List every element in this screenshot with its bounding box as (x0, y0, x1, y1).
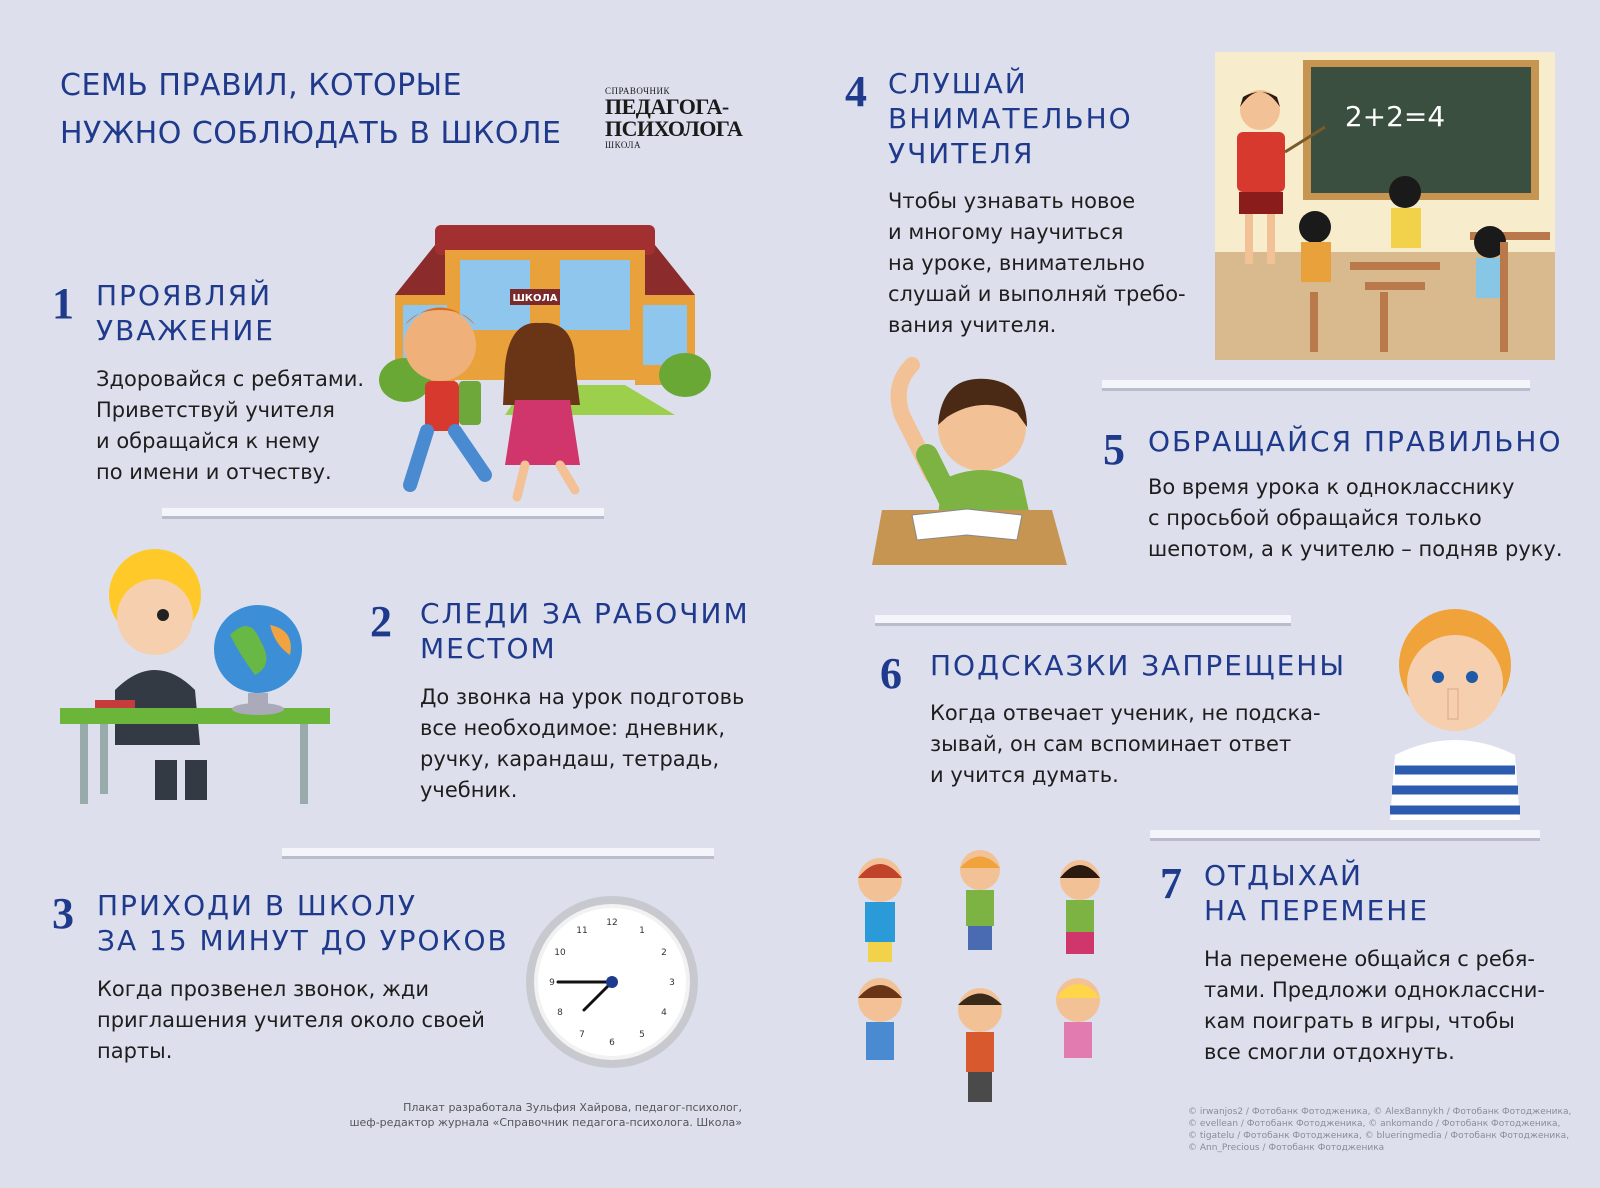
text-line: Приветствуй учителя (96, 398, 335, 422)
text-line: шепотом, а к учителю – подняв руку. (1148, 537, 1563, 561)
text-line: зывай, он сам вспоминает ответ (930, 732, 1292, 756)
school-kids-illustration (375, 205, 715, 515)
photo-credit-line: © evellean / Фотобанк Фотодженика, © ankomando / Фотобанк Фотодженика, (1188, 1119, 1561, 1129)
text-line: Во время урока к однокласснику (1148, 475, 1515, 499)
heading-line: ОБРАЩАЙСЯ ПРАВИЛЬНО (1148, 425, 1563, 458)
heading-line: ОТДЫХАЙ (1204, 859, 1364, 892)
text-line: вания учителя. (888, 313, 1057, 337)
text-line: по имени и отчеству. (96, 460, 332, 484)
rule-6-text (930, 698, 1321, 791)
rule-7-text (1204, 944, 1545, 1068)
clock-numeral: 1 (639, 926, 645, 936)
rule-2-text (420, 682, 744, 806)
clock-numeral: 10 (554, 948, 566, 958)
clock-numeral: 9 (549, 978, 555, 988)
heading-line: ПОДСКАЗКИ ЗАПРЕЩЕНЫ (930, 649, 1347, 682)
clock-numeral: 12 (606, 918, 618, 928)
divider-shelf (1150, 830, 1540, 841)
board-text: 2+2=4 (1344, 100, 1446, 133)
rule-2-heading (420, 596, 750, 666)
clock-numeral: 8 (557, 1008, 563, 1018)
rule-5-text (1148, 472, 1563, 565)
text-line: Здоровайся с ребятами. (96, 367, 365, 391)
rule-7-heading (1204, 858, 1429, 928)
rule-1-heading (96, 278, 275, 348)
clock-numeral: 7 (579, 1030, 585, 1040)
heading-line: ЗА 15 МИНУТ ДО УРОКОВ (97, 924, 509, 957)
text-line: приглашения учителя около своей (97, 1008, 485, 1032)
divider-shelf (875, 615, 1291, 626)
rule-3-heading (97, 888, 509, 958)
rule-2-number: 2 (370, 597, 392, 646)
title-line: СЕМЬ ПРАВИЛ, КОТОРЫЕ (60, 68, 463, 103)
poster-title (60, 62, 580, 158)
heading-line: ПРОЯВЛЯЙ (96, 279, 273, 312)
text-line: учебник. (420, 778, 518, 802)
rule-4-text (888, 186, 1186, 341)
logo-small-top: СПРАВОЧНИК (605, 86, 670, 96)
text-line: и обращайся к нему (96, 429, 320, 453)
heading-line: УВАЖЕНИЕ (96, 314, 275, 347)
clock-numeral: 11 (576, 926, 588, 936)
school-sign: ШКОЛА (512, 293, 558, 304)
playing-kids-illustration (840, 850, 1130, 1130)
rule-3-text (97, 974, 485, 1067)
text-line: Чтобы узнавать новое (888, 189, 1136, 213)
text-line: с просьбой обращайся только (1148, 506, 1482, 530)
photo-credit-line: © Ann_Precious / Фотобанк Фотодженика (1188, 1143, 1385, 1153)
rule-5-number: 5 (1103, 425, 1125, 474)
text-line: Когда прозвенел звонок, жди (97, 977, 430, 1001)
heading-line: ПРИХОДИ В ШКОЛУ (97, 889, 417, 922)
text-line: Когда отвечает ученик, не подска- (930, 701, 1321, 725)
text-line: все смогли отдохнуть. (1204, 1040, 1455, 1064)
poster-credit (300, 1100, 742, 1130)
text-line: и учится думать. (930, 763, 1119, 787)
heading-line: УЧИТЕЛЯ (888, 137, 1035, 170)
logo-big-1: ПЕДАГОГА- (605, 94, 729, 119)
rule-3-number: 3 (52, 889, 74, 938)
text-line: парты. (97, 1039, 173, 1063)
heading-line: МЕСТОМ (420, 632, 557, 665)
divider-shelf (282, 848, 714, 859)
clock-numeral: 4 (661, 1008, 667, 1018)
clock-numeral: 6 (609, 1038, 615, 1048)
divider-shelf (1102, 380, 1530, 391)
text-line: все необходимое: дневник, (420, 716, 726, 740)
text-line: слушай и выполняй требо- (888, 282, 1186, 306)
text-line: кам поиграть в игры, чтобы (1204, 1009, 1515, 1033)
photo-credit-line: © tigatelu / Фотобанк Фотодженика, © blueringmedia / Фотобанк Фотодженика, (1188, 1131, 1570, 1141)
heading-line: НА ПЕРЕМЕНЕ (1204, 894, 1430, 927)
text-line: ручку, карандаш, тетрадь, (420, 747, 720, 771)
rule-4-heading (888, 66, 1133, 171)
text-line: на уроке, внимательно (888, 251, 1145, 275)
heading-line: СЛЕДИ ЗА РАБОЧИМ (420, 597, 750, 630)
text-line: и многому научиться (888, 220, 1124, 244)
rule-1-text (96, 364, 364, 488)
rule-1-number: 1 (52, 279, 74, 328)
clock-numeral: 2 (661, 948, 667, 958)
raising-hand-illustration (872, 355, 1082, 575)
classroom-illustration (1215, 52, 1555, 360)
rule-6-heading (930, 648, 1346, 683)
logo-big-2: ПСИХОЛОГА (605, 116, 743, 141)
rule-7-number: 7 (1160, 859, 1182, 908)
heading-line: СЛУШАЙ (888, 67, 1028, 100)
text-line: До звонка на урок подготовь (420, 685, 745, 709)
clock-numeral: 3 (669, 978, 675, 988)
divider-shelf (162, 508, 604, 519)
photo-credit-line: © irwanjos2 / Фотобанк Фотодженика, © AlexBannykh / Фотобанк Фотодженика, (1188, 1107, 1572, 1117)
rule-5-heading (1148, 424, 1563, 459)
photo-credits (1188, 1106, 1572, 1154)
rule-6-number: 6 (880, 649, 902, 698)
credit-line: шеф-редактор журнала «Справочник педагога-психолога. Школа» (349, 1116, 742, 1129)
clock-illustration (522, 892, 702, 1072)
boy-with-globe-illustration (60, 545, 350, 815)
shushing-boy-illustration (1380, 605, 1530, 820)
clock-numeral: 5 (639, 1030, 645, 1040)
text-line: тами. Предложи одноклассни- (1204, 978, 1545, 1002)
journal-logo (605, 86, 755, 150)
credit-line: Плакат разработала Зульфия Хайрова, педагог-психолог, (403, 1101, 742, 1114)
logo-small-bottom: ШКОЛА (605, 140, 642, 150)
heading-line: ВНИМАТЕЛЬНО (888, 102, 1133, 135)
title-line: НУЖНО СОБЛЮДАТЬ В ШКОЛЕ (60, 116, 562, 151)
rule-4-number: 4 (845, 67, 867, 116)
text-line: На перемене общайся с ребя- (1204, 947, 1535, 971)
